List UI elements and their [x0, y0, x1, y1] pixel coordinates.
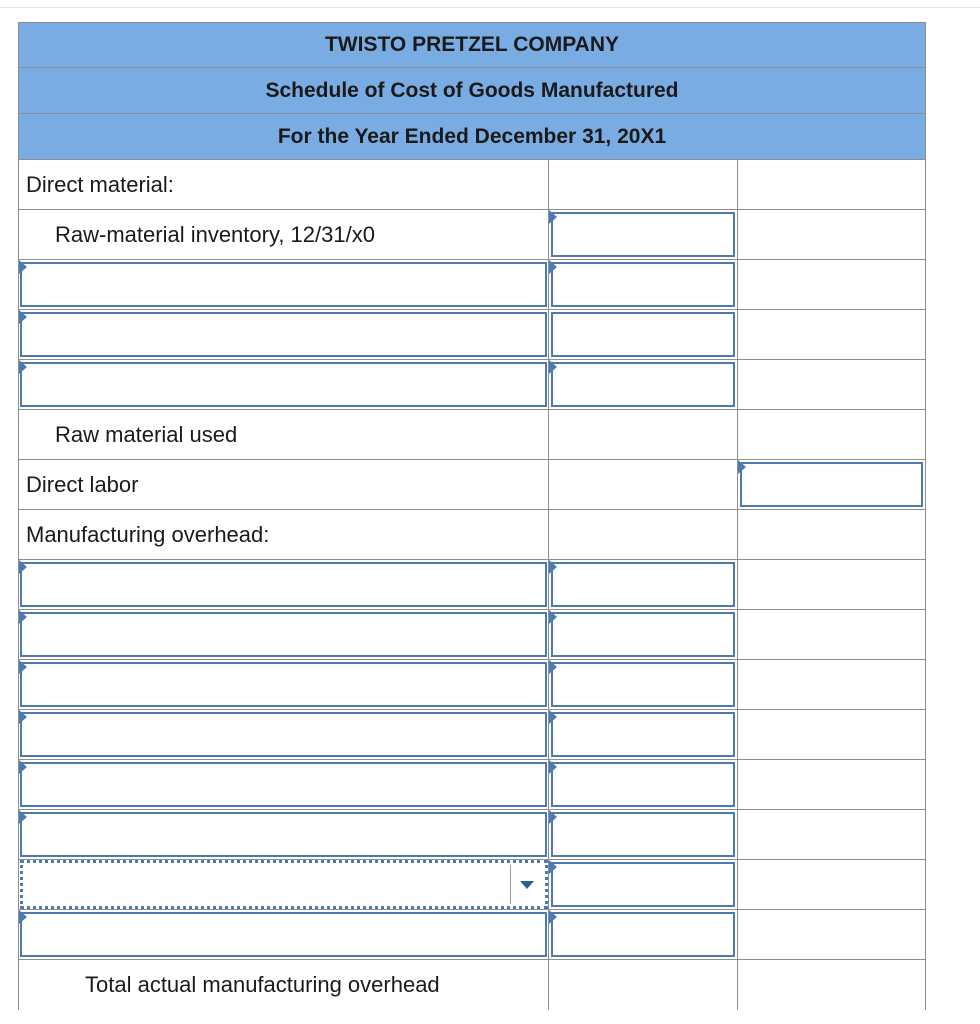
row-raw-material-inventory — [18, 210, 926, 260]
overhead-entry-amount-input[interactable] — [551, 912, 735, 957]
overhead-entry-amount-input[interactable] — [551, 612, 735, 657]
empty-cell — [549, 510, 738, 559]
overhead-entry-label-input[interactable] — [20, 612, 547, 657]
overhead-entry-label-input[interactable] — [20, 812, 547, 857]
empty-cell — [738, 410, 926, 459]
empty-cell — [738, 610, 926, 659]
top-divider — [0, 7, 980, 8]
entry-flag-icon — [549, 810, 557, 824]
overhead-entry-amount-input[interactable] — [551, 812, 735, 857]
entry-flag-icon — [549, 660, 557, 674]
row-overhead-entry — [18, 610, 926, 660]
empty-cell — [738, 210, 926, 259]
direct-labor-label: Direct labor — [26, 471, 139, 497]
direct-material-label: Direct material: — [26, 171, 174, 197]
empty-cell — [549, 410, 738, 459]
empty-cell — [738, 160, 926, 209]
direct-labor-amount-input[interactable] — [740, 462, 923, 507]
overhead-entry-amount-input[interactable] — [551, 712, 735, 757]
raw-material-inventory-amount-input[interactable] — [551, 212, 735, 257]
entry-flag-icon — [19, 810, 27, 824]
material-entry-label-input[interactable] — [20, 312, 547, 357]
schedule-title: Schedule of Cost of Goods Manufactured — [18, 68, 926, 114]
row-total-overhead — [18, 960, 926, 1010]
entry-flag-icon — [549, 710, 557, 724]
material-entry-amount-input[interactable] — [551, 362, 735, 407]
entry-flag-icon — [549, 760, 557, 774]
row-overhead-entry-dropdown — [18, 860, 926, 910]
empty-cell — [738, 510, 926, 559]
row-material-entry — [18, 360, 926, 410]
cogm-schedule — [18, 22, 926, 1010]
row-direct-material — [18, 160, 926, 210]
overhead-entry-label-input[interactable] — [20, 712, 547, 757]
empty-cell — [738, 860, 926, 909]
entry-flag-icon — [738, 460, 746, 474]
entry-flag-icon — [549, 210, 557, 224]
material-entry-amount-input[interactable] — [551, 312, 735, 357]
company-name: TWISTO PRETZEL COMPANY — [18, 22, 926, 68]
row-raw-material-used — [18, 410, 926, 460]
entry-flag-icon — [19, 910, 27, 924]
row-overhead-entry — [18, 760, 926, 810]
empty-cell — [738, 310, 926, 359]
overhead-entry-label-input[interactable] — [20, 662, 547, 707]
empty-cell — [549, 160, 738, 209]
material-entry-amount-input[interactable] — [551, 262, 735, 307]
entry-flag-icon — [19, 610, 27, 624]
empty-cell — [738, 760, 926, 809]
overhead-entry-amount-input[interactable] — [551, 762, 735, 807]
overhead-entry-amount-input[interactable] — [551, 662, 735, 707]
empty-cell — [738, 910, 926, 959]
empty-cell — [738, 260, 926, 309]
empty-cell — [738, 710, 926, 759]
entry-flag-icon — [549, 610, 557, 624]
row-overhead-entry — [18, 660, 926, 710]
raw-material-inventory-label: Raw-material inventory, 12/31/x0 — [55, 221, 375, 247]
empty-cell — [738, 360, 926, 409]
overhead-entry-amount-input[interactable] — [551, 862, 735, 907]
total-overhead-label: Total actual manufacturing overhead — [85, 972, 440, 997]
overhead-account-dropdown[interactable] — [20, 860, 548, 909]
entry-flag-icon — [549, 360, 557, 374]
material-entry-label-input[interactable] — [20, 262, 547, 307]
row-overhead-entry — [18, 710, 926, 760]
empty-cell — [738, 660, 926, 709]
raw-material-used-label: Raw material used — [55, 421, 238, 447]
manufacturing-overhead-label: Manufacturing overhead: — [26, 521, 270, 547]
entry-flag-icon — [19, 310, 27, 324]
empty-cell — [549, 460, 738, 509]
entry-flag-icon — [19, 260, 27, 274]
dropdown-button[interactable] — [510, 865, 543, 904]
empty-cell — [738, 960, 926, 1010]
row-material-entry — [18, 260, 926, 310]
entry-flag-icon — [19, 360, 27, 374]
entry-flag-icon — [549, 910, 557, 924]
entry-flag-icon — [19, 710, 27, 724]
row-manufacturing-overhead — [18, 510, 926, 560]
entry-flag-icon — [19, 560, 27, 574]
chevron-down-icon — [520, 881, 534, 889]
empty-cell — [549, 960, 738, 1010]
schedule-period: For the Year Ended December 31, 20X1 — [18, 114, 926, 160]
row-direct-labor — [18, 460, 926, 510]
row-overhead-entry — [18, 910, 926, 960]
overhead-entry-amount-input[interactable] — [551, 562, 735, 607]
overhead-entry-label-input[interactable] — [20, 562, 547, 607]
row-material-entry — [18, 310, 926, 360]
entry-flag-icon — [549, 560, 557, 574]
overhead-entry-label-input[interactable] — [20, 762, 547, 807]
entry-flag-icon — [19, 660, 27, 674]
entry-flag-icon — [549, 860, 557, 874]
entry-flag-icon — [549, 260, 557, 274]
empty-cell — [738, 810, 926, 859]
empty-cell — [738, 560, 926, 609]
overhead-entry-label-input[interactable] — [20, 912, 547, 957]
row-overhead-entry — [18, 560, 926, 610]
entry-flag-icon — [19, 760, 27, 774]
material-entry-label-input[interactable] — [20, 362, 547, 407]
row-overhead-entry — [18, 810, 926, 860]
